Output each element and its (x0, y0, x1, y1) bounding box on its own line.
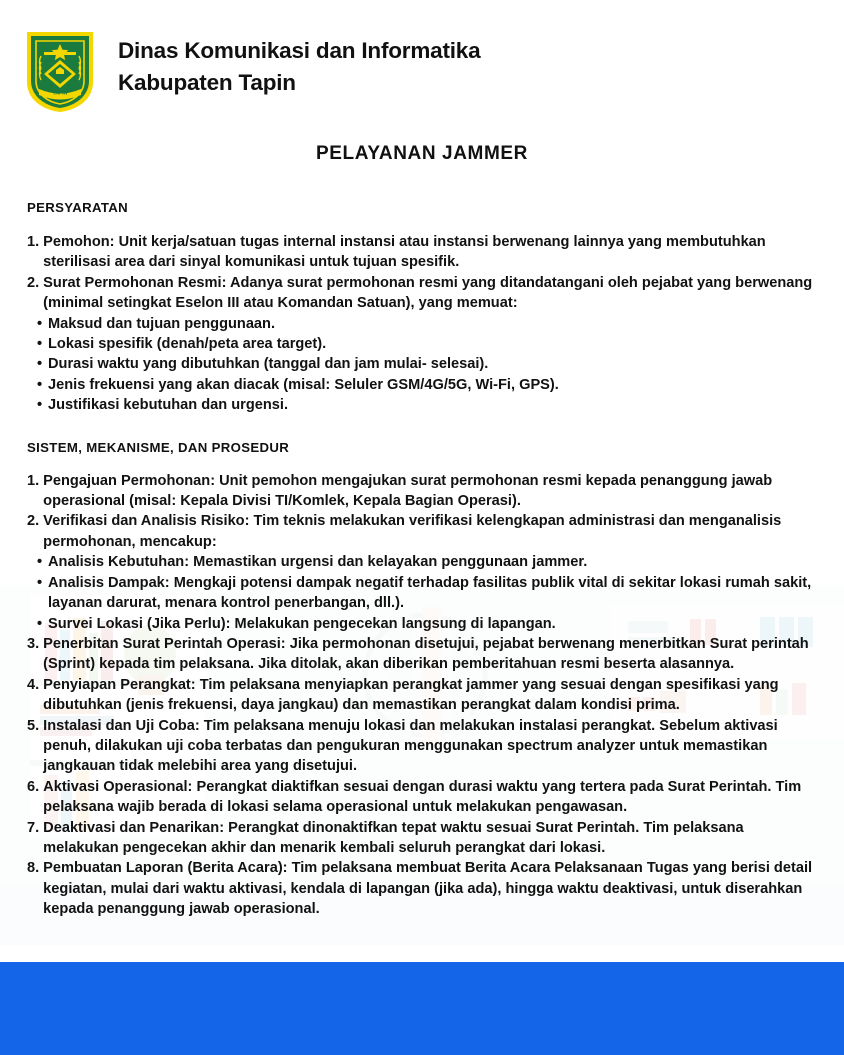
bullet-text: Lokasi spesifik (denah/peta area target). (48, 336, 327, 353)
requirement-bullet (27, 314, 817, 334)
item-text: Pembuatan Laporan (Berita Acara): Tim pelaksana membuat Berita Acara Pelaksanaan Tugas yang berisi detail kegiatan, mulai dari waktu aktivasi, kendala di lapangan (jika ada), hingga waktu deaktivasi, untuk diserahkan kepada penanggung jawab operasional. (43, 860, 813, 918)
procedure-item (27, 471, 817, 512)
requirement-item (27, 232, 817, 273)
bullet-dot-icon: • (37, 574, 43, 591)
item-text: Pemohon: Unit kerja/satuan tugas internal instansi atau instansi berwenang lainnya yang membutuhkan sterilisasi area dari sinyal komunikasi untuk tujuan spesifik. (43, 234, 766, 271)
procedure-item (27, 634, 817, 675)
procedure-item (27, 675, 817, 716)
item-number: 3. (27, 635, 40, 652)
procedure-heading: SISTEM, MEKANISME, DAN PROSEDUR (27, 439, 290, 455)
item-number: 8. (27, 860, 40, 877)
bullet-dot-icon: • (37, 397, 43, 414)
kabupaten-tapin-coat-of-arms-icon (23, 26, 97, 114)
item-text: Verifikasi dan Analisis Risiko: Tim teknis melakukan verifikasi kelengkapan administrasi dan menganalisis permohonan, mencakup: (43, 513, 782, 550)
requirement-bullet (27, 375, 817, 395)
bullet-text: Jenis frekuensi yang akan diacak (misal: Seluler GSM/4G/5G, Wi-Fi, GPS). (48, 376, 559, 393)
bullet-dot-icon: • (37, 615, 43, 632)
organization-title (118, 35, 778, 99)
item-text: Deaktivasi dan Penarikan: Perangkat dinonaktifkan tepat waktu sesuai Surat Perintah. Tim pelaksana melakukan pengecekan akhir dan menarik kembali seluruh perangkat dari lokasi. (43, 819, 744, 856)
requirement-bullet (27, 354, 817, 374)
bullet-text: Maksud dan tujuan penggunaan. (48, 315, 276, 332)
bullet-text: Survei Lokasi (Jika Perlu): Melakukan pengecekan langsung di lapangan. (48, 615, 556, 632)
organization-name-line1: Dinas Komunikasi dan Informatika (118, 38, 481, 63)
requirement-item (27, 273, 817, 314)
document-content (27, 200, 817, 920)
footer-bar (0, 962, 844, 1055)
item-number: 1. (27, 472, 40, 489)
bullet-text: Durasi waktu yang dibutuhkan (tanggal dan jam mulai- selesai). (48, 356, 489, 373)
organization-name-line2: Kabupaten Tapin (118, 70, 296, 95)
requirement-bullet (27, 334, 817, 354)
bullet-dot-icon: • (37, 336, 43, 353)
procedure-item (27, 511, 817, 552)
svg-text:TAPIN: TAPIN (52, 90, 68, 97)
item-text: Aktivasi Operasional: Perangkat diaktifkan sesuai dengan durasi waktu yang tertera pada Surat Perintah. Tim pelaksana wajib berada di lokasi selama operasional untuk melakukan pengawasan. (43, 778, 802, 816)
item-text: Penyiapan Perangkat: Tim pelaksana menyiapkan perangkat jammer yang sesuai dengan spesifikasi yang dibutuhkan (jenis frekuensi, daya jangkau) dan memastikan perangkat dalam kondisi prima. (43, 676, 779, 714)
procedure-item (27, 716, 817, 777)
bullet-dot-icon: • (37, 554, 43, 571)
bullet-dot-icon: • (37, 356, 43, 373)
procedure-bullet (27, 614, 817, 634)
procedure-bullet (27, 573, 817, 614)
document-header (0, 0, 844, 128)
bullet-dot-icon: • (37, 315, 43, 332)
item-number: 5. (27, 717, 40, 734)
item-number: 2. (27, 274, 40, 291)
item-text: Surat Permohonan Resmi: Adanya surat permohonan resmi yang ditandatangani oleh pejabat yang berwenang (minimal setingkat Eselon III atau Komandan Satuan), yang memuat: (43, 274, 813, 312)
procedure-bullet (27, 552, 817, 572)
item-text: Pengajuan Permohonan: Unit pemohon mengajukan surat permohonan resmi kepada penanggung jawab operasional (misal: Kepala Divisi TI/Komlek, Kepala Bagian Operasi). (43, 472, 773, 510)
requirements-heading: PERSYARATAN (27, 200, 129, 215)
procedure-item (27, 818, 817, 859)
procedure-item (27, 777, 817, 818)
page-title: PELAYANAN JAMMER (316, 143, 528, 164)
item-number: 2. (27, 513, 40, 530)
bullet-text: Analisis Kebutuhan: Memastikan urgensi dan kelayakan penggunaan jammer. (48, 554, 588, 571)
item-text: Penerbitan Surat Perintah Operasi: Jika permohonan disetujui, pejabat berwenang menerbitkan Surat perintah (Sprint) kepada tim pelaksana. Jika ditolak, akan diberikan pemberitahuan resmi beserta alasannya. (43, 635, 809, 673)
item-number: 7. (27, 819, 40, 836)
item-number: 1. (27, 234, 40, 250)
bullet-text: Justifikasi kebutuhan dan urgensi. (48, 397, 289, 414)
bullet-dot-icon: • (37, 376, 43, 393)
procedure-item (27, 858, 817, 919)
item-text: Instalasi dan Uji Coba: Tim pelaksana menuju lokasi dan melakukan instalasi perangkat. Sebelum aktivasi penuh, dilakukan uji coba terbatas dan pengukuran menggunakan spectrum analyzer untuk memastikan jangkauan tidak melebihi area yang disetujui. (43, 717, 778, 775)
item-number: 6. (27, 778, 40, 795)
requirement-bullet (27, 395, 817, 415)
bullet-text: Analisis Dampak: Mengkaji potensi dampak negatif terhadap fasilitas publik vital di sekitar lokasi rumah sakit, layanan darurat, menara kontrol penerbangan, dll.). (48, 574, 812, 612)
item-number: 4. (27, 676, 40, 693)
